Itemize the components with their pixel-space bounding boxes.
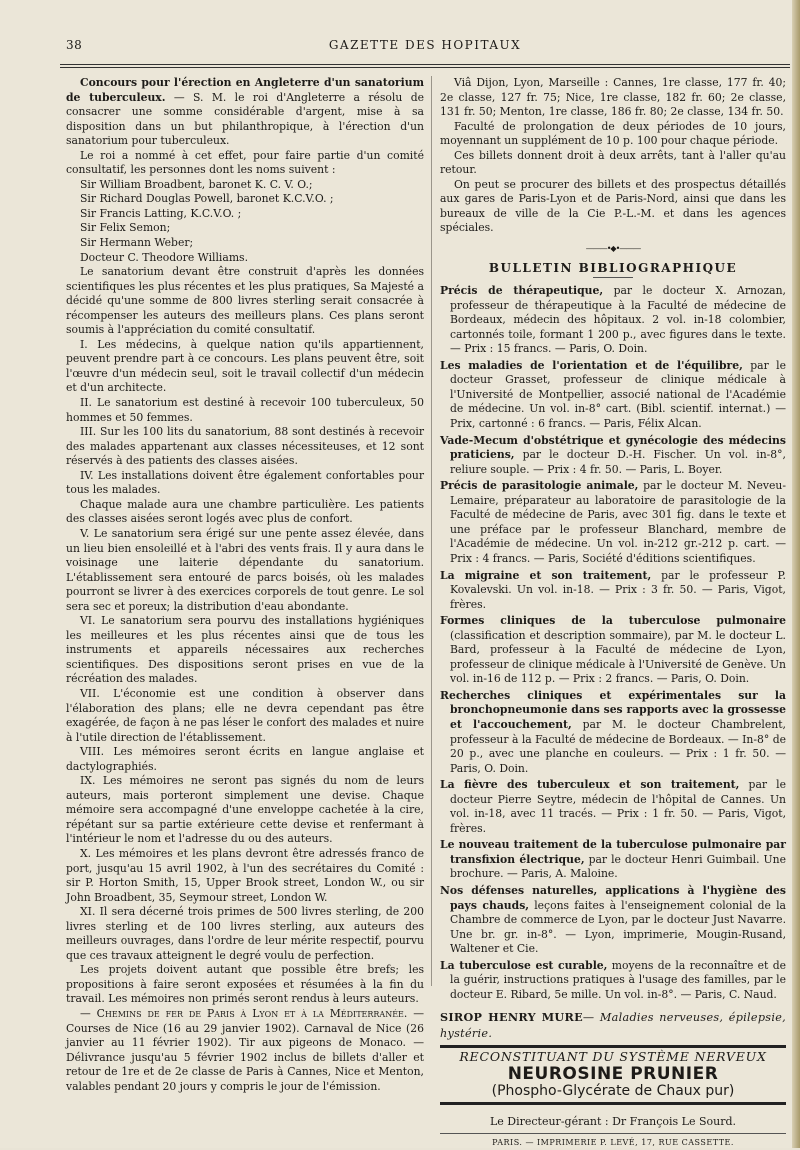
article-3: III. Sur les 100 lits du sanatorium, 88 sont destinés à recevoir des malades appartenant aux classes nécessiteuses, et 12 sont réservés à des patients des classes aisées. — [66, 425, 424, 468]
page-header — [60, 38, 790, 58]
projects-paragraph: Les projets doivent autant que possible être brefs; les propositions à faire seront exposées et résumées à la fin du travail. Les mémoires non primés seront rendus à leurs auteurs. — [66, 963, 424, 1006]
entry-details: par le docteur M. Neveu-Lemaire, préparateur au laboratoire de parasitologie de la Faculté de médecine de Paris, avec 301 fig. dans le texte et une préface par le professeur Blanchard, membre de l'Académie de médecine. Un vol. in-212 gr.-212 p. cart. — Prix : 4 francs. — Paris, Société d'éditions scientifiques. — [450, 479, 786, 565]
entry-details: leçons faites à l'enseignement colonial de la Chambre de commerce de Lyon, par le docteur Just Navarre. Une br. gr. in-8°. — Lyon, imprimerie, Mougin-Rusand, Waltener et Cie. — [450, 898, 786, 956]
member-3: Sir Francis Latting, K.C.V.O. ; — [80, 206, 242, 220]
member-5: Sir Hermann Weber; — [80, 236, 194, 250]
member-1: Sir William Broadbent, baronet K. C. V. O.; — [80, 177, 313, 191]
entry-title: La migraine et son traitement, — [440, 568, 652, 582]
bibliography-entry — [440, 689, 786, 776]
committee-paragraph: Le roi a nommé à cet effet, pour faire partie d'un comité consultatif, les personnes dont les noms suivent : — [66, 148, 424, 177]
article-4: IV. Les installations doivent être également confortables pour tous les malades. — [66, 468, 424, 497]
header-rule — [60, 64, 790, 68]
sanatorium-title: Concours pour l'érection en Angleterre d'un sanatorium de tuberculeux. — [66, 76, 424, 104]
article-7: VII. L'économie est une condition à observer dans l'élaboration des plans; elle ne devra cependant pas être exagérée, de façon à ne pas léser le confort des malades et nuire à l'utile direction de l'établissement. — [66, 686, 424, 744]
directeur-gerant: Le Directeur-gérant : Dr François Le Sourd. — [489, 1115, 737, 1128]
bibliography-entry — [440, 838, 786, 882]
sanatorium-lead: Concours pour l'érection en Angleterre d'un sanatorium de tuberculeux. — S. M. le roi d'Angleterre a résolu de consacrer une somme considérable d'argent, mise à sa disposition dans un but philanthropique, à l'érection d'un sanatorium pour tuberculeux. — [66, 76, 425, 148]
bibliography-entry — [440, 284, 786, 357]
entry-title: Formes cliniques de la tuberculose pulmonaire — [440, 614, 786, 628]
railway-stops: Ces billets donnent droit à deux arrêts, tant à l'aller qu'au retour. — [440, 148, 786, 177]
entry-details: par le docteur X. Arnozan, professeur de thérapeutique à la Faculté de médecine de Bordeaux, médecin des hôpitaux. 2 vol. in-18 colombier, cartonnés toile, formant 1 200 p., avec figures dans le texte. — Prix : 15 francs. — Paris, O. Doin. — [450, 284, 786, 356]
railway-title: — Chemins de fer de Paris à Lyon et à la Méditerranée. — [80, 1007, 408, 1020]
article-4b: Chaque malade aura une chambre particulière. Les patients des classes aisées seront logés avec plus de confort. — [66, 497, 424, 526]
member-2: Sir Richard Douglas Powell, baronet K.C.V.O. ; — [80, 192, 334, 206]
entry-title: Nos défenses naturelles, applications à l'hygiène des pays chauds, — [440, 883, 786, 912]
advertisement — [440, 1010, 786, 1105]
journal-title: GAZETTE DES HOPITAUX — [328, 38, 522, 52]
bibliography-entry — [440, 569, 786, 613]
article-11: XI. Il sera décerné trois primes de 500 livres sterling, de 200 livres sterling et de 100 livres sterling, aux auteurs des meilleurs ouvrages, dans l'ordre de leur mérite respectif, pourvu que ces travaux atteignent le degré voulu de perfection. — [66, 905, 424, 962]
entry-details: par le professeur P. Kovalevski. Un vol. in-18. — Prix : 3 fr. 50. — Paris, Vigot, frères. — [450, 568, 786, 611]
bibliography-rule — [593, 277, 633, 278]
railway-notice: — Chemins de fer de Paris à Lyon et à la Méditerranée. — Courses de Nice (16 au 29 janvier 1902). Carnaval de Nice (26 janvier au 11 février 1902). Tir aux pigeons de Monaco. — Délivrance jusqu'au 5 février 1902 inclus de billets d'aller et retour de 1re et de 2e classe de Paris à Cannes, Nice et Menton, valables pendant 20 jours y compris le jour de l'émission. — [66, 1007, 424, 1093]
intro-paragraph: Le sanatorium devant être construit d'après les données scientifiques les plus récentes et les plus pratiques, Sa Majesté a décidé qu'une somme de 800 livres sterling serait consacrée à récompenser les auteurs des meilleurs plans. Ces plans seront soumis à l'appréciation du comité consultatif. — [66, 265, 424, 337]
entry-details: par le docteur Grasset, professeur de clinique médicale à l'Université de Montpellier, associé national de l'Académie de médecine. Un vol. in-8° cart. (Bibl. scientif. internat.) — Prix, cartonné : 6 francs. — Paris, Félix Alcan. — [450, 358, 786, 431]
article-9: IX. Les mémoires ne seront pas signés du nom de leurs auteurs, mais porteront simplement une devise. Chaque mémoire sera accompagné d'une enveloppe cachetée à la cire, répétant sur sa partie extérieure cette devise et renfermant à l'intérieur le nom et l'adresse du ou des auteurs. — [66, 774, 424, 846]
entry-details: (classification et description sommaire), par M. le docteur L. Bard, professeur à la Faculté de médecine de Lyon, professeur de clinique médicale à l'Université de Genève. Un vol. in-16 de 112 p. — Prix : 2 francs. — Paris, O. Doin. — [450, 628, 786, 686]
entry-title: Précis de thérapeutique, — [440, 284, 604, 298]
entry-title: Les maladies de l'orientation et de l'équilibre, — [440, 358, 743, 372]
bibliography-list — [440, 284, 786, 1002]
entry-details: par le docteur D.-H. Fischer. Un vol. in-8°, reliure souple. — Prix : 4 fr. 50. — Paris, L. Boyer. — [450, 448, 786, 476]
right-column — [440, 76, 786, 1150]
bibliography-entry — [440, 884, 786, 957]
entry-title: Le nouveau traitement de la tuberculose pulmonaire par transfixion électrique, — [440, 838, 786, 866]
column-divider — [431, 76, 432, 986]
page-edge — [792, 0, 800, 1148]
page-number: 38 — [66, 38, 83, 52]
article-2: II. Le sanatorium est destiné à recevoir 100 tuberculeux, 50 hommes et 50 femmes. — [66, 396, 424, 424]
entry-title: Vade-Mecum d'obstétrique et gynécologie des médecins praticiens, — [440, 433, 786, 462]
entry-title: Précis de parasitologie animale, — [440, 479, 639, 493]
bibliography-title: BULLETIN BIBLIOGRAPHIQUE — [488, 260, 738, 275]
railway-prices: Viâ Dijon, Lyon, Marseille : Cannes, 1re classe, 177 fr. 40; 2e classe, 127 fr. 75; Nice, 1re classe, 182 fr. 60; 2e classe, 131 fr. 50; Menton, 1re classe, 186 fr. 80; 2e classe, 134 fr. 50. — [440, 76, 786, 119]
bibliography-entry — [440, 959, 786, 1003]
ad-sirop-line: SIROP HENRY MURE— Maladies nerveuses, épilepsie, hystérie. — [440, 1010, 786, 1040]
railway-prolongation: Faculté de prolongation de deux périodes de 10 jours, moyennant un supplément de 10 p. 100 pour chaque période. — [440, 119, 786, 148]
bibliography-entry — [440, 614, 786, 687]
article-1: I. Les médecins, à quelque nation qu'ils appartiennent, peuvent prendre part à ce concours. Les plans peuvent être, soit l'œuvre d'un médecin seul, soit le travail collectif d'un médecin et d'un architecte. — [66, 337, 424, 395]
article-8: VIII. Les mémoires seront écrits en langue anglaise et dactylographiés. — [66, 745, 424, 773]
bibliography-entry — [440, 434, 786, 478]
entry-title: Recherches cliniques et expérimentales sur la bronchopneumonie dans ses rapports avec la grossesse et l'accouchement, — [440, 688, 786, 731]
left-column — [66, 76, 424, 1094]
article-5: V. Le sanatorium sera érigé sur une pente assez élevée, dans un lieu bien ensoleillé et à l'abri des vents frais. Il y aura dans le voisinage une laiterie dépendante du sanatorium. L'établissement sera entouré de parcs boisés, où les malades pourront se livrer à des exercices corporels de tout genre. Le sol sera sec et poreux; la distribution d'eau abondante. — [66, 526, 424, 613]
bibliography-entry — [440, 778, 786, 836]
entry-details: par le docteur Pierre Seytre, médecin de l'hôpital de Cannes. Un vol. in-18, avec 11 tracés. — Prix : 1 fr. 50. — Paris, Vigot, frères. — [450, 778, 787, 835]
section-separator: ———•◆•——— — [585, 244, 641, 254]
ad-line-neurosine: NEUROSINE PRUNIER — [507, 1064, 719, 1084]
ad-line-phospho: (Phospho-Glycérate de Chaux pur) — [491, 1083, 735, 1099]
member-4: Sir Felix Semon; — [80, 221, 171, 235]
bibliography-entry — [440, 479, 786, 566]
article-10: X. Les mémoires et les plans devront être adressés franco de port, jusqu'au 15 avril 1902, à l'un des secrétaires du Comité : sir P. Horton Smith, 15, Upper Brook street, London W., ou sir John Broadbent, 35, Seymour street, London W. — [66, 846, 424, 904]
entry-details: par le docteur Henri Guimbail. Une brochure. — Paris, A. Maloine. — [450, 852, 786, 881]
entry-details: moyens de la reconnaître et de la guérir, instructions pratiques à l'usage des familles, par le docteur E. Ribard, 5e mille. Un vol. in-8°. — Paris, C. Naud. — [450, 958, 786, 1001]
entry-details: par M. le docteur Chambrelent, professeur à la Faculté de médecine de Bordeaux. — In-8° de 20 p., avec une planche en couleurs. — Prix : 1 fr. 50. — Paris, O. Doin. — [450, 717, 786, 775]
ad-neurosine-box — [440, 1045, 786, 1105]
ad-line-reconstituant: RECONSTITUANT DU SYSTÈME NERVEUX — [459, 1049, 767, 1065]
article-6: VI. Le sanatorium sera pourvu des installations hygiéniques les meilleures et les plus récentes ainsi que de tous les instruments et appareils nécessaires aux recherches scientifiques. Des dispositions seront prises en vue de la récréation des malades. — [66, 614, 424, 686]
entry-title: La fièvre des tuberculeux et son traitement, — [440, 778, 740, 792]
printer-line: PARIS. — IMPRIMERIE P. LEVÉ, 17, RUE CASSETTE. — [440, 1133, 786, 1150]
entry-title: La tuberculose est curable, — [440, 958, 608, 972]
member-6: Docteur C. Theodore Williams. — [80, 250, 249, 264]
railway-tickets: On peut se procurer des billets et des prospectus détaillés aux gares de Paris-Lyon et de Paris-Nord, ainsi que dans les bureaux de ville de la Cie P.-L.-M. et dans les agences spéciales. — [440, 177, 786, 235]
bibliography-entry — [440, 359, 786, 432]
